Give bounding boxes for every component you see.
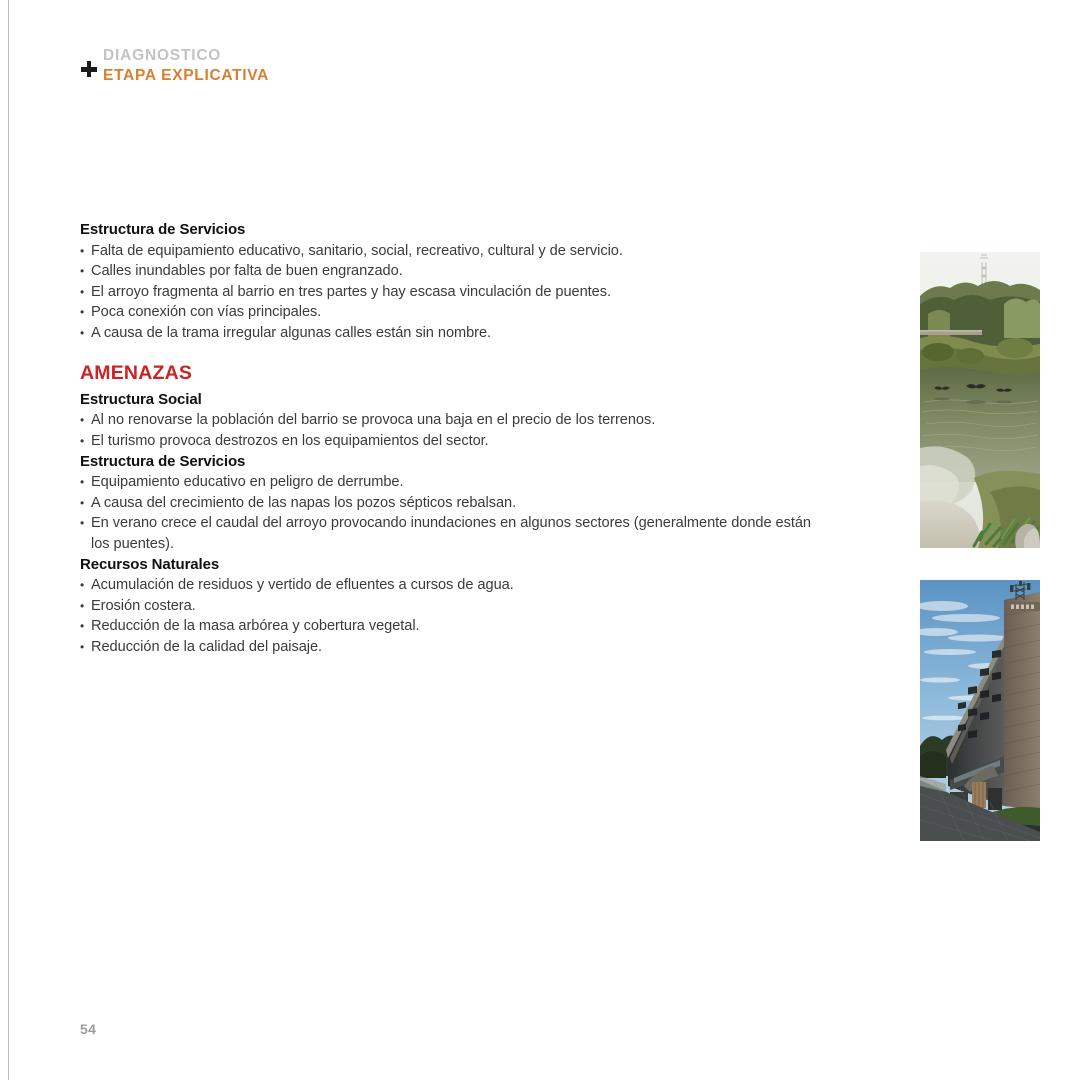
subsection-title-estructura-servicios: Estructura de Servicios bbox=[80, 452, 246, 470]
list-item: • A causa de la trama irregular algunas calles están sin nombre. bbox=[80, 323, 825, 344]
list-item: • Acumulación de residuos y vertido de efluentes a cursos de agua. bbox=[80, 575, 825, 596]
list-item: • Poca conexión con vías principales. bbox=[80, 302, 825, 323]
list-item: • Falta de equipamiento educativo, sanitario, social, recreativo, cultural y de servicio. bbox=[80, 241, 825, 262]
list-item: • Reducción de la masa arbórea y cobertura vegetal. bbox=[80, 616, 825, 637]
photo-arroyo bbox=[920, 252, 1040, 548]
photo-building-graphic bbox=[920, 580, 1040, 841]
bullet-list-estructura-servicios bbox=[80, 472, 825, 554]
bullet-list-recursos-naturales bbox=[80, 575, 825, 657]
subsection-title-estructura-social: Estructura Social bbox=[80, 390, 202, 408]
bullet-list-estructura-social bbox=[80, 410, 825, 451]
list-item: • Erosión costera. bbox=[80, 596, 825, 617]
list-item: • Calles inundables por falta de buen engranzado. bbox=[80, 261, 825, 282]
header-text-group bbox=[103, 48, 269, 83]
page-content bbox=[80, 220, 825, 657]
list-item: • En verano crece el caudal del arroyo provocando inundaciones en algunos sectores (generalmente donde están los puentes). bbox=[80, 513, 825, 554]
list-item: • Equipamiento educativo en peligro de derrumbe. bbox=[80, 472, 825, 493]
header-subkicker: ETAPA EXPLICATIVA bbox=[103, 66, 270, 84]
header-kicker: DIAGNOSTICO bbox=[103, 47, 222, 64]
bullet-list-servicios-debilidades bbox=[80, 241, 825, 344]
section-heading-amenazas: AMENAZAS bbox=[80, 362, 193, 385]
list-item: • El turismo provoca destrozos en los equipamientos del sector. bbox=[80, 431, 825, 452]
list-item: • A causa del crecimiento de las napas los pozos sépticos rebalsan. bbox=[80, 493, 825, 514]
list-item: • Reducción de la calidad del paisaje. bbox=[80, 637, 825, 658]
subsection-title-recursos-naturales: Recursos Naturales bbox=[80, 555, 220, 573]
subsection-title-servicios-debilidades: Estructura de Servicios bbox=[80, 221, 246, 238]
page-spine-line bbox=[8, 0, 9, 1080]
plus-icon bbox=[79, 59, 99, 79]
photo-building bbox=[920, 580, 1040, 841]
list-item: • Al no renovarse la población del barrio se provoca una baja en el precio de los terrenos. bbox=[80, 410, 825, 431]
list-item: • El arroyo fragmenta al barrio en tres partes y hay escasa vinculación de puentes. bbox=[80, 282, 825, 303]
page-header bbox=[79, 48, 269, 83]
photo-arroyo-graphic bbox=[920, 252, 1040, 548]
page-number: 54 bbox=[80, 1021, 97, 1037]
